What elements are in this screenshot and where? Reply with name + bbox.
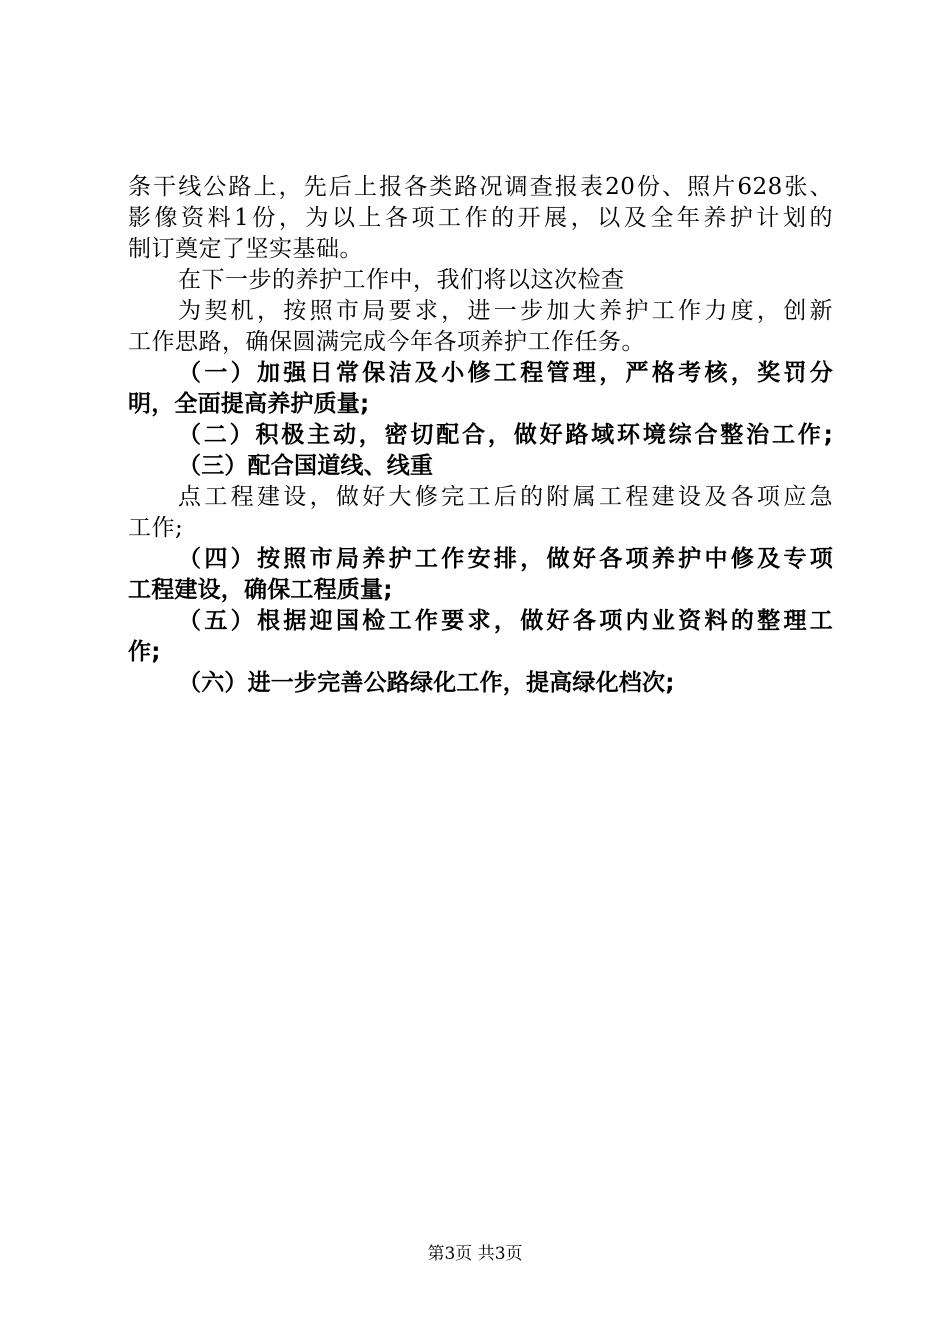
- text-line: 点工程建设，做好大修完工后的附属工程建设及各项应急: [178, 484, 833, 510]
- paragraph-road-survey-report: [128, 172, 833, 265]
- text-line: 作;: [128, 639, 161, 665]
- list-item-2: [128, 420, 833, 451]
- paragraph-next-step-continued: [128, 296, 833, 358]
- text-line: （六）进一步完善公路绿化工作，提高绿化档次;: [178, 670, 675, 696]
- text-line: 影像资料1份，为以上各项工作的开展，以及全年养护计划的: [128, 205, 833, 231]
- text-line: 条干线公路上，先后上报各类路况调查报表20份、照片628张、: [128, 174, 833, 200]
- text-line: 工作;: [128, 515, 184, 541]
- text-line: 明，全面提高养护质量;: [128, 391, 370, 417]
- list-item-1: [128, 358, 833, 420]
- list-item-3: [128, 451, 833, 482]
- text-line: 为契机，按照市局要求，进一步加大养护工作力度，创新: [178, 298, 833, 324]
- text-line: （一）加强日常保洁及小修工程管理，严格考核，奖罚分: [178, 360, 833, 386]
- text-line: 制订奠定了坚实基础。: [128, 236, 363, 262]
- text-line: （四）按照市局养护工作安排，做好各项养护中修及专项: [178, 546, 833, 572]
- document-body: [128, 172, 833, 699]
- list-item-5: [128, 606, 833, 668]
- text-line: 在下一步的养护工作中，我们将以这次检查: [178, 267, 625, 293]
- list-item-4: [128, 544, 833, 606]
- paragraph-next-step-intro: [128, 265, 833, 296]
- text-line: （五）根据迎国检工作要求，做好各项内业资料的整理工: [178, 608, 833, 634]
- text-line: （二）积极主动，密切配合，做好路域环境综合整治工作;: [178, 422, 833, 448]
- page-number-footer: 第3页 共3页: [427, 1244, 523, 1264]
- text-line: 工作思路，确保圆满完成今年各项养护工作任务。: [128, 329, 645, 355]
- list-item-6: [128, 668, 833, 699]
- text-line: 工程建设，确保工程质量;: [128, 577, 393, 603]
- paragraph-item-3-continued: [128, 482, 833, 544]
- text-line: （三）配合国道线、线重: [178, 453, 434, 479]
